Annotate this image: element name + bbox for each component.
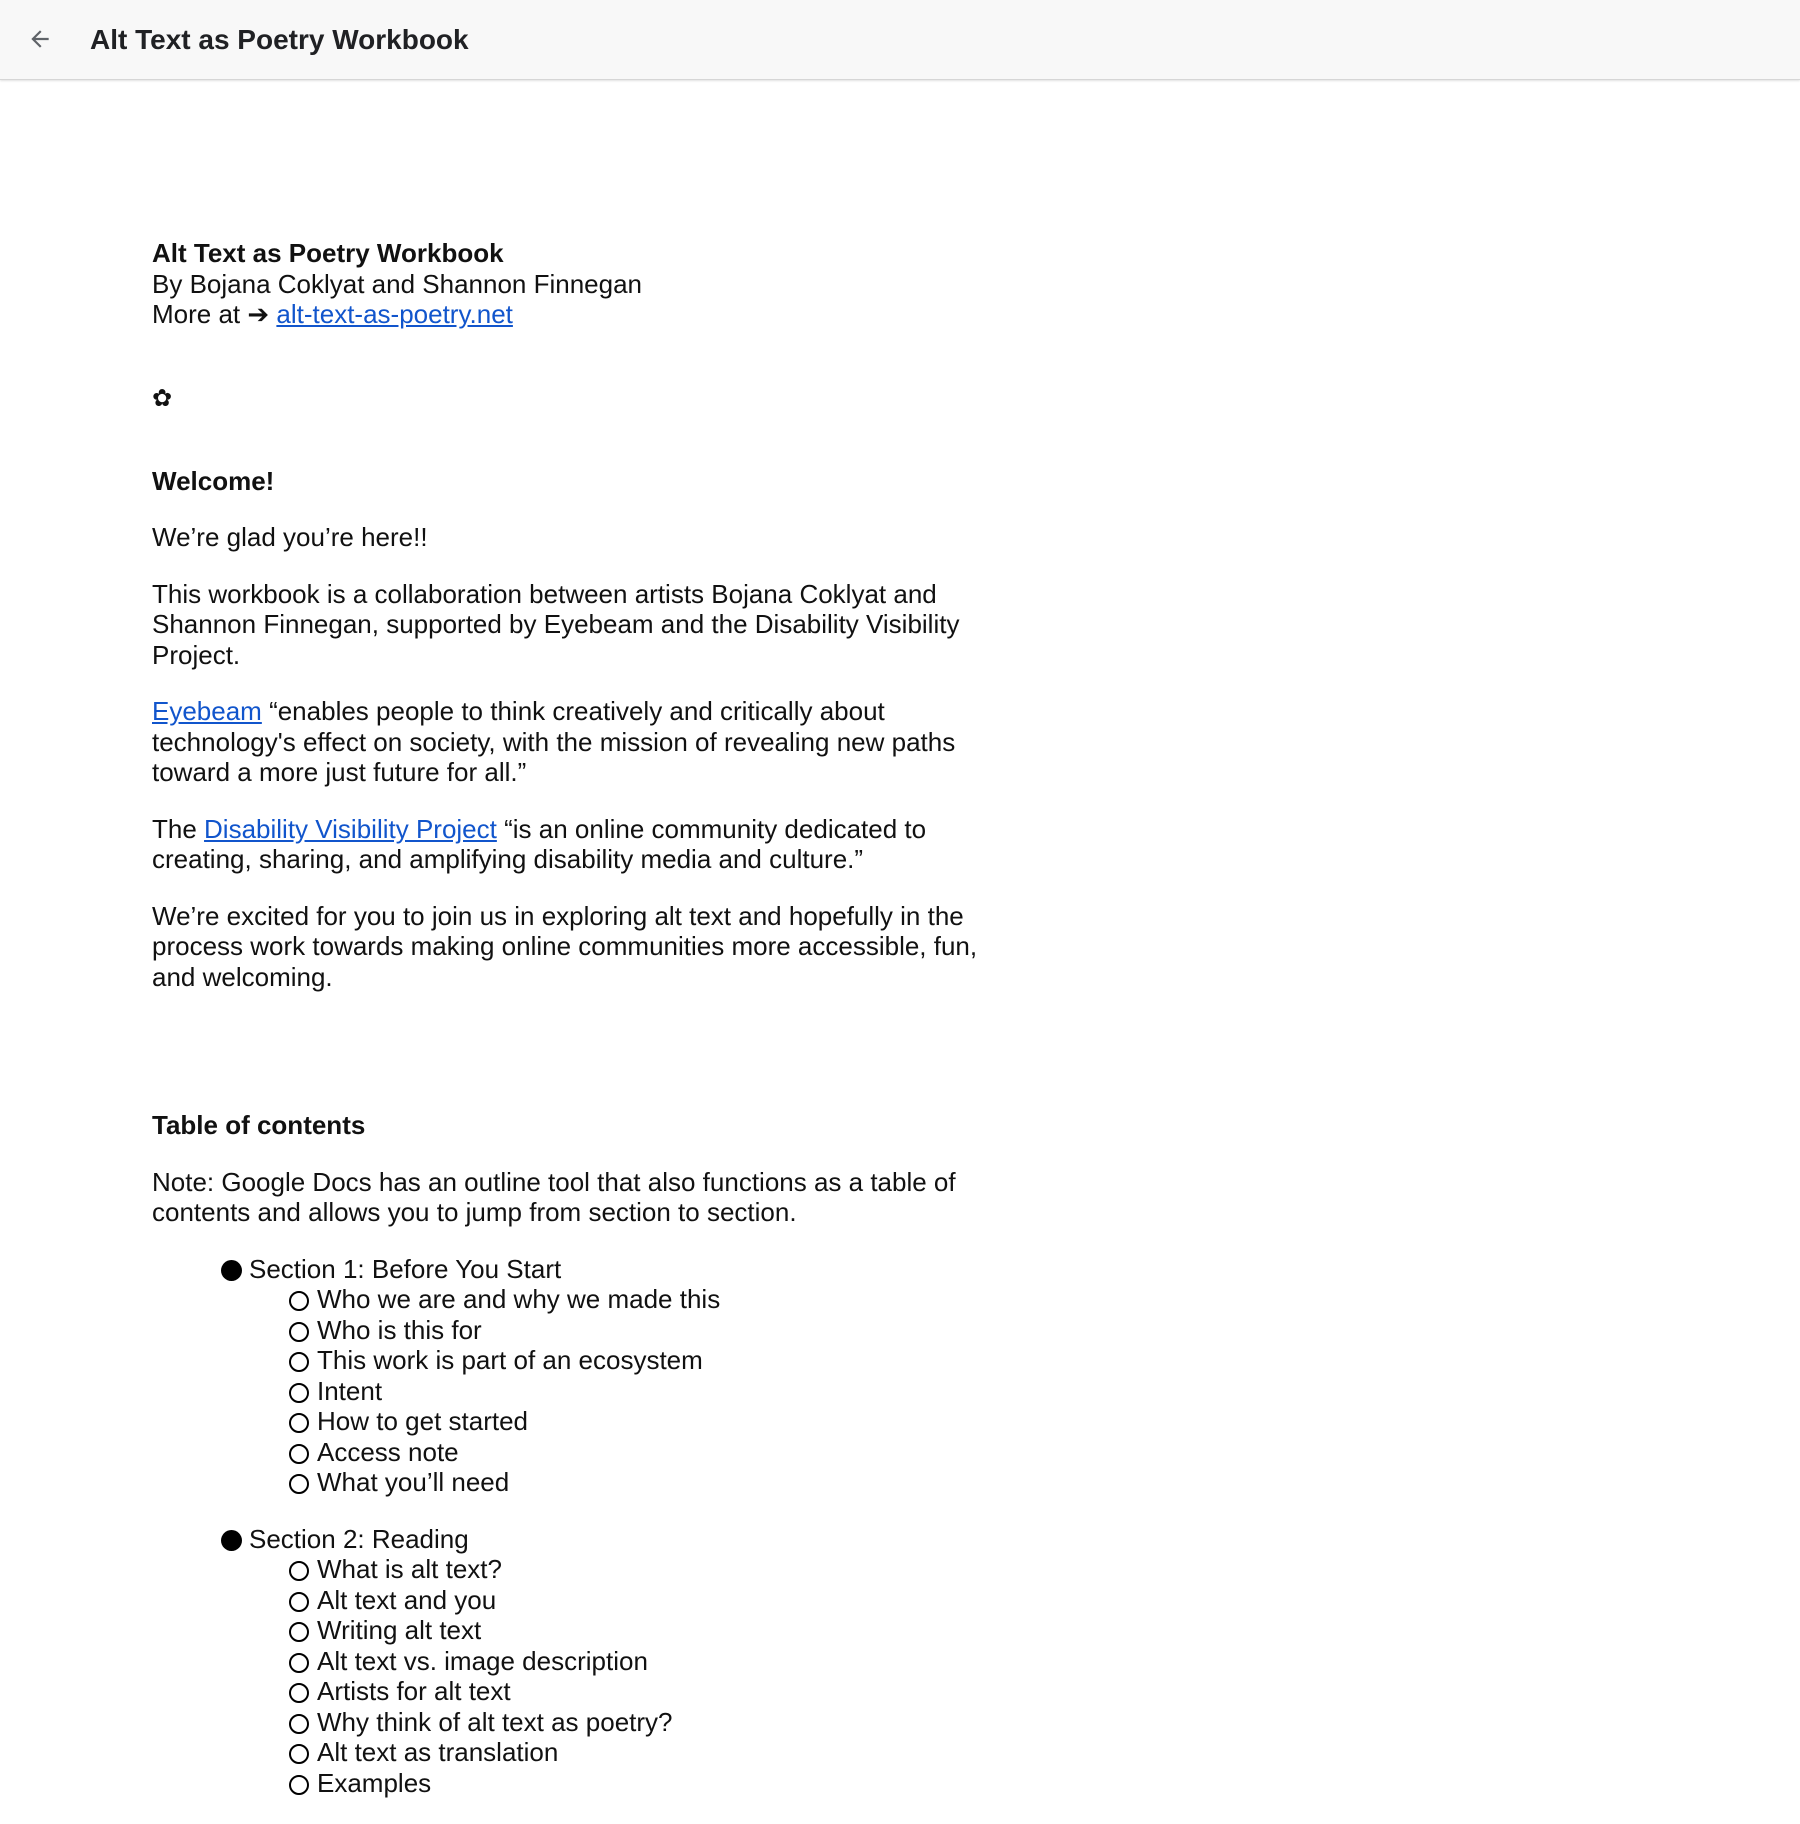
toc-heading: Table of contents <box>152 1110 366 1140</box>
dvp-paragraph <box>152 814 1012 875</box>
toc-item: What you’ll need <box>152 1467 1012 1498</box>
toc-item: What is alt text? <box>152 1554 1012 1585</box>
toc-item: Examples <box>152 1768 1012 1799</box>
app-bar <box>0 0 1800 80</box>
arrow-left-icon <box>27 26 53 52</box>
toc-section <box>152 1254 1012 1498</box>
toc-item: Writing alt text <box>152 1615 1012 1646</box>
eyebeam-quote: “enables people to think creatively and critically about technology's effect on society, with the mission of revealing new paths toward a more just future for all.” <box>152 696 956 787</box>
toc-section-label: Section 1: Before You Start <box>249 1253 562 1284</box>
eyebeam-paragraph <box>152 696 1012 788</box>
dvp-quote: “is an online community dedicated to creating, sharing, and amplifying disability media and culture.” <box>152 813 927 874</box>
more-at-prefix: More at ➔ <box>152 299 277 329</box>
document-title: Alt Text as Poetry Workbook <box>152 238 504 268</box>
eyebeam-link[interactable]: Eyebeam <box>152 696 262 726</box>
toc-subsection-list <box>249 1554 1012 1798</box>
toc-section-label: Section 2: Reading <box>249 1523 469 1554</box>
website-link[interactable]: alt-text-as-poetry.net <box>276 299 513 329</box>
toc-item: Alt text as translation <box>152 1737 1012 1768</box>
toc-item: Alt text vs. image description <box>152 1646 1012 1677</box>
toc-item: Who is this for <box>152 1315 1012 1346</box>
dvp-link[interactable]: Disability Visibility Project <box>204 813 497 844</box>
dvp-prefix: The <box>152 813 205 844</box>
toc-section <box>152 1524 1012 1799</box>
collaboration-paragraph: This workbook is a collaboration between artists Bojana Coklyat and Shannon Finnegan, supported by Eyebeam and the Disability Visibility Project. <box>152 578 960 670</box>
table-of-contents <box>152 1254 1012 1799</box>
excited-paragraph: We’re excited for you to join us in exploring alt text and hopefully in the process work towards making online communities more accessible, fun, and welcoming. <box>152 900 978 992</box>
toc-item: How to get started <box>152 1406 1012 1437</box>
back-button[interactable] <box>22 20 58 58</box>
toc-item: This work is part of an ecosystem <box>152 1345 1012 1376</box>
toc-item: Intent <box>152 1376 1012 1407</box>
glad-paragraph: We’re glad you’re here!! <box>152 522 428 552</box>
toc-subsection-list <box>249 1284 1012 1498</box>
welcome-heading: Welcome! <box>152 465 275 496</box>
toc-note: Note: Google Docs has an outline tool that also functions as a table of contents and allows you to jump from section to section. <box>152 1166 956 1227</box>
byline: By Bojana Coklyat and Shannon Finnegan <box>152 268 643 299</box>
toc-item: Artists for alt text <box>152 1676 1012 1707</box>
toc-item: Who we are and why we made this <box>152 1284 1012 1315</box>
flower-icon: ✿ <box>152 384 173 412</box>
more-at-line <box>152 299 1012 330</box>
app-bar-title: Alt Text as Poetry Workbook <box>90 24 469 55</box>
toc-item: Access note <box>152 1437 1012 1468</box>
toc-item: Why think of alt text as poetry? <box>152 1707 1012 1738</box>
document-body <box>152 238 1012 1824</box>
toc-item: Alt text and you <box>152 1585 1012 1616</box>
